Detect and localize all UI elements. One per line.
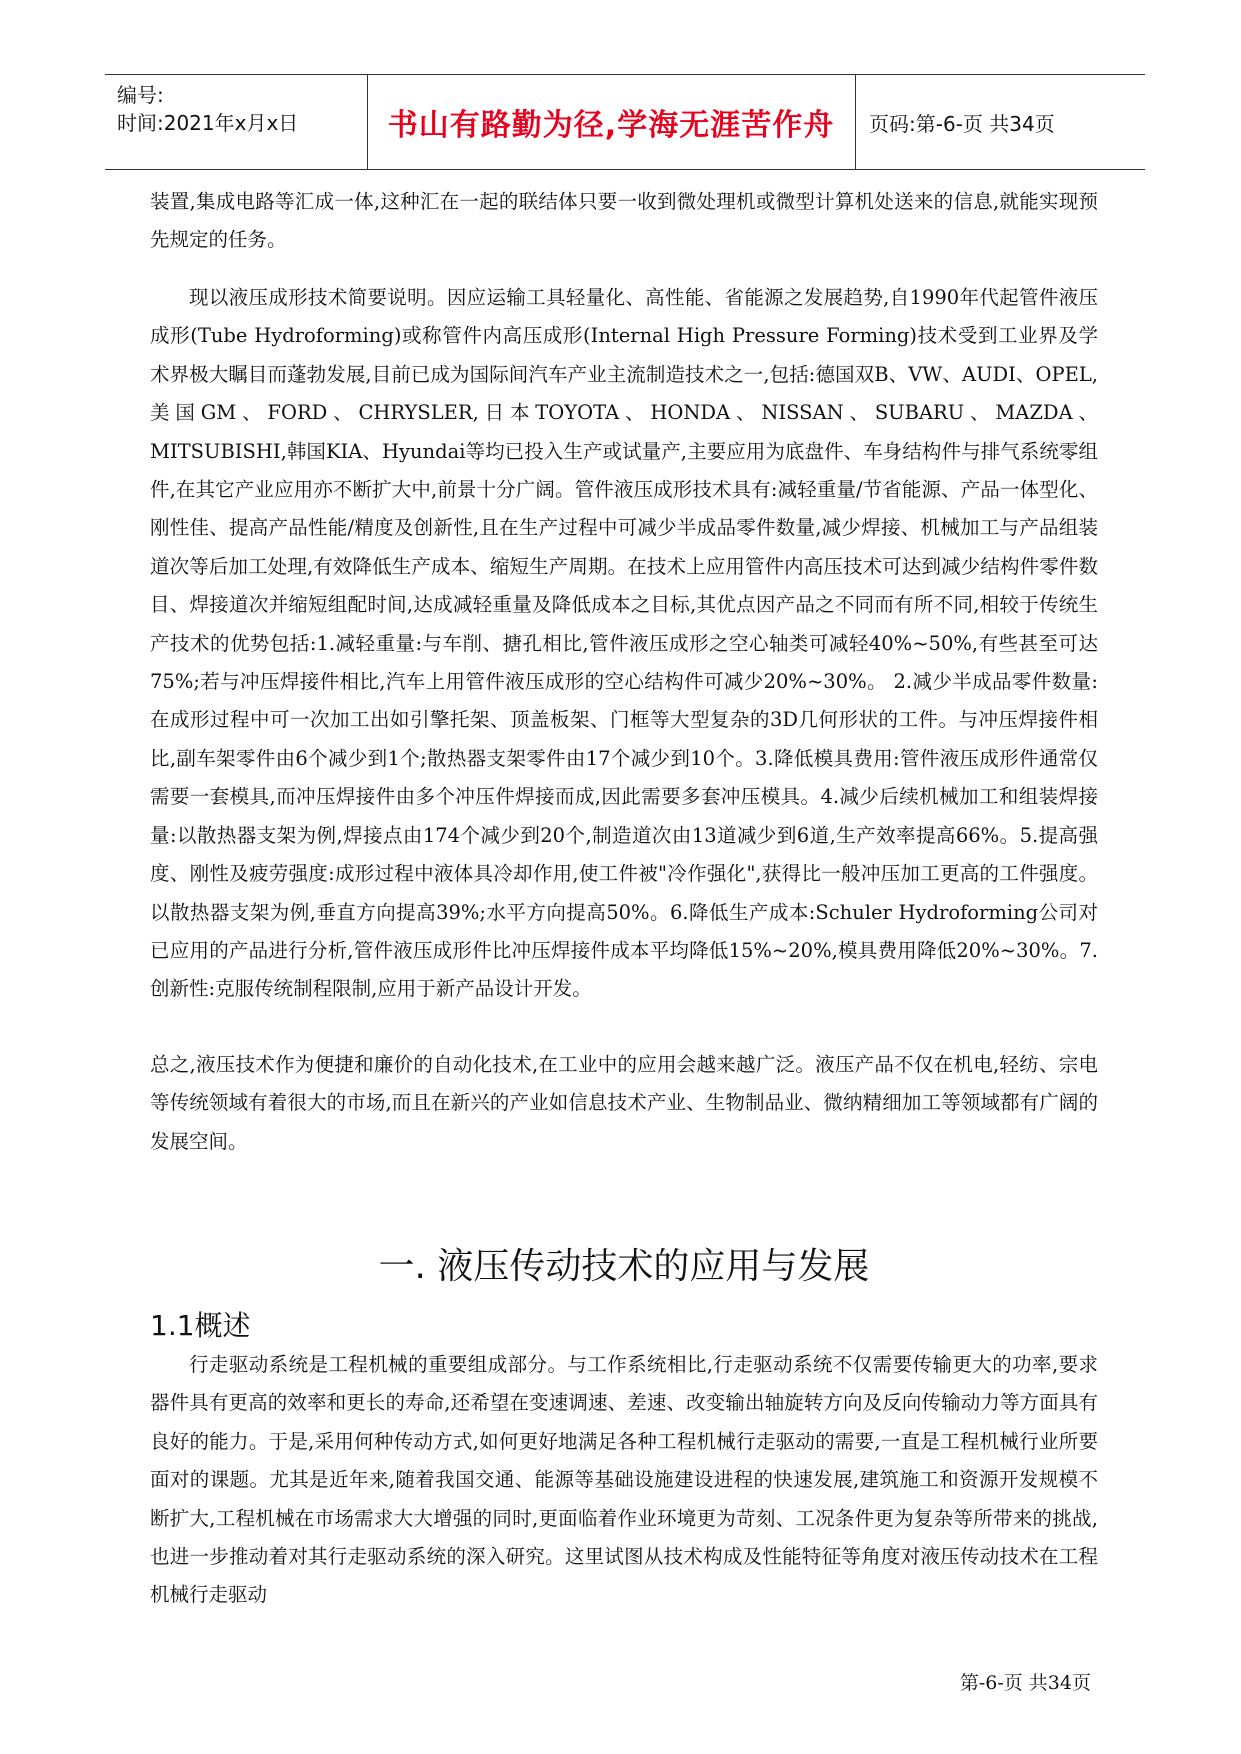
paragraph: 现以液压成形技术简要说明。因应运输工具轻量化、高性能、省能源之发展趋势,自1990年代起管件液压成形(Tube Hydroforming)或称管件内高压成形(Internal High Pressure Forming)技术受到工业界及学术界极大瞩目而蓬勃发展,目前已成为国际间汽车产业主流制造技术之一,包括:德国双B、VW、AUDI、OPEL,美国GM、FORD、CHRYSLER,日本TOYOTA、HONDA、NISSAN、SUBARU、MAZDA、MITSUBISHI,韩国KIA、Hyundai等均已投入生产或试量产,主要应用为底盘件、车身结构件与排气系统零组件,在其它产业应用亦不断扩大中,前景十分广阔。管件液压成形技术具有:减轻重量/节省能源、产品一体型化、刚性佳、提高产品性能/精度及创新性,且在生产过程中可减少半成品零件数量,减少焊接、机械加工与产品组装道次等后加工处理,有效降低生产成本、缩短生产周期。在技术上应用管件内高压技术可达到减少结构件零件数目、焊接道次并缩短组配时间,达成减轻重量及降低成本之目标,其优点因产品之不同而有所不同,相较于传统生产技术的优势包括:1.减轻重量:与车削、搪孔相比,管件液压成形之空心轴类可减轻40%~50%,有些甚至可达75%;若与冲压焊接件相比,汽车上用管件液压成形的空心结构件可减少20%~30%。 2.减少半成品零件数量:在成形过程中可一次加工出如引擎托架、顶盖板架、门框等大型复杂的3D几何形状的工件。与冲压焊接件相比,副车架零件由6个减少到1个;散热器支架零件由17个减少到10个。3.降低模具费用:管件液压成形件通常仅需要一套模具,而冲压焊接件由多个冲压件焊接而成,因此需要多套冲压模具。4.减少后续机械加工和组装焊接量:以散热器支架为例,焊接点由174个减少到20个,制造道次由13道减少到6道,生产效率提高66%。5.提高强度、刚性及疲劳强度:成形过程中液体具冷却作用,使工件被"冷作强化",获得比一般冲压加工更高的工件强度。以散热器支架为例,垂直方向提高39%;水平方向提高50%。6.降低生产成本:Schuler Hydroforming公司对已应用的产品进行分析,管件液压成形件比冲压焊接件成本平均降低15%~20%,模具费用降低20%~30%。7. 创新性:克服传统制程限制,应用于新产品设计开发。 [150, 286, 1098, 1001]
paragraph: 行走驱动系统是工程机械的重要组成部分。与工作系统相比,行走驱动系统不仅需要传输更大的功率,要求器件具有更高的效率和更长的寿命,还希望在变速调速、差速、改变输出轴旋转方向及反向传输动力等方面具有良好的能力。于是,采用何种传动方式,如何更好地满足各种工程机械行走驱动的需要,一直是工程机械行业所要面对的课题。尤其是近年来,随着我国交通、能源等基础设施建设进程的快速发展,建筑施工和资源开发规模不断扩大,工程机械在市场需求大大增强的同时,更面临着作业环境更为苛刻、工况条件更为复杂等所带来的挑战,也进一步推动着对其行走驱动系统的深入研究。这里试图从技术构成及性能特征等角度对液压传动技术在工程机械行走驱动 [150, 1353, 1098, 1607]
paragraph: 装置,集成电路等汇成一体,这种汇在一起的联结体只要一收到微处理机或微型计算机处送来的信息,就能实现预先规定的任务。 [150, 190, 1098, 252]
chapter-title: 一. 液压传动技术的应用与发展 [378, 1246, 870, 1287]
header-motto: 书山有路勤为径,学海无涯苦作舟 [367, 75, 856, 169]
header-page-info: 页码:第-6-页 共34页 [869, 111, 1055, 136]
number-label: 编号: [117, 83, 164, 107]
paragraph-intro-tail [150, 183, 1098, 260]
paragraph-overview [150, 1346, 1098, 1615]
page-footer: 第-6-页 共34页 [959, 1672, 1091, 1694]
page-header [105, 74, 1145, 170]
section-title: 1.1概述 [150, 1309, 251, 1342]
paragraph: 总之,液压技术作为便捷和廉价的自动化技术,在工业中的应用会越来越广泛。液压产品不仅在机电,轻纺、宗电等传统领域有着很大的市场,而且在新兴的产业如信息技术产业、生物制品业、微纳精细加工等领域都有广阔的发展空间。 [150, 1053, 1098, 1153]
time-label: 时间:2021年x月x日 [117, 111, 299, 135]
paragraph-summary [150, 1046, 1098, 1161]
header-meta [105, 75, 368, 169]
paragraph-hydroforming [150, 279, 1098, 1009]
